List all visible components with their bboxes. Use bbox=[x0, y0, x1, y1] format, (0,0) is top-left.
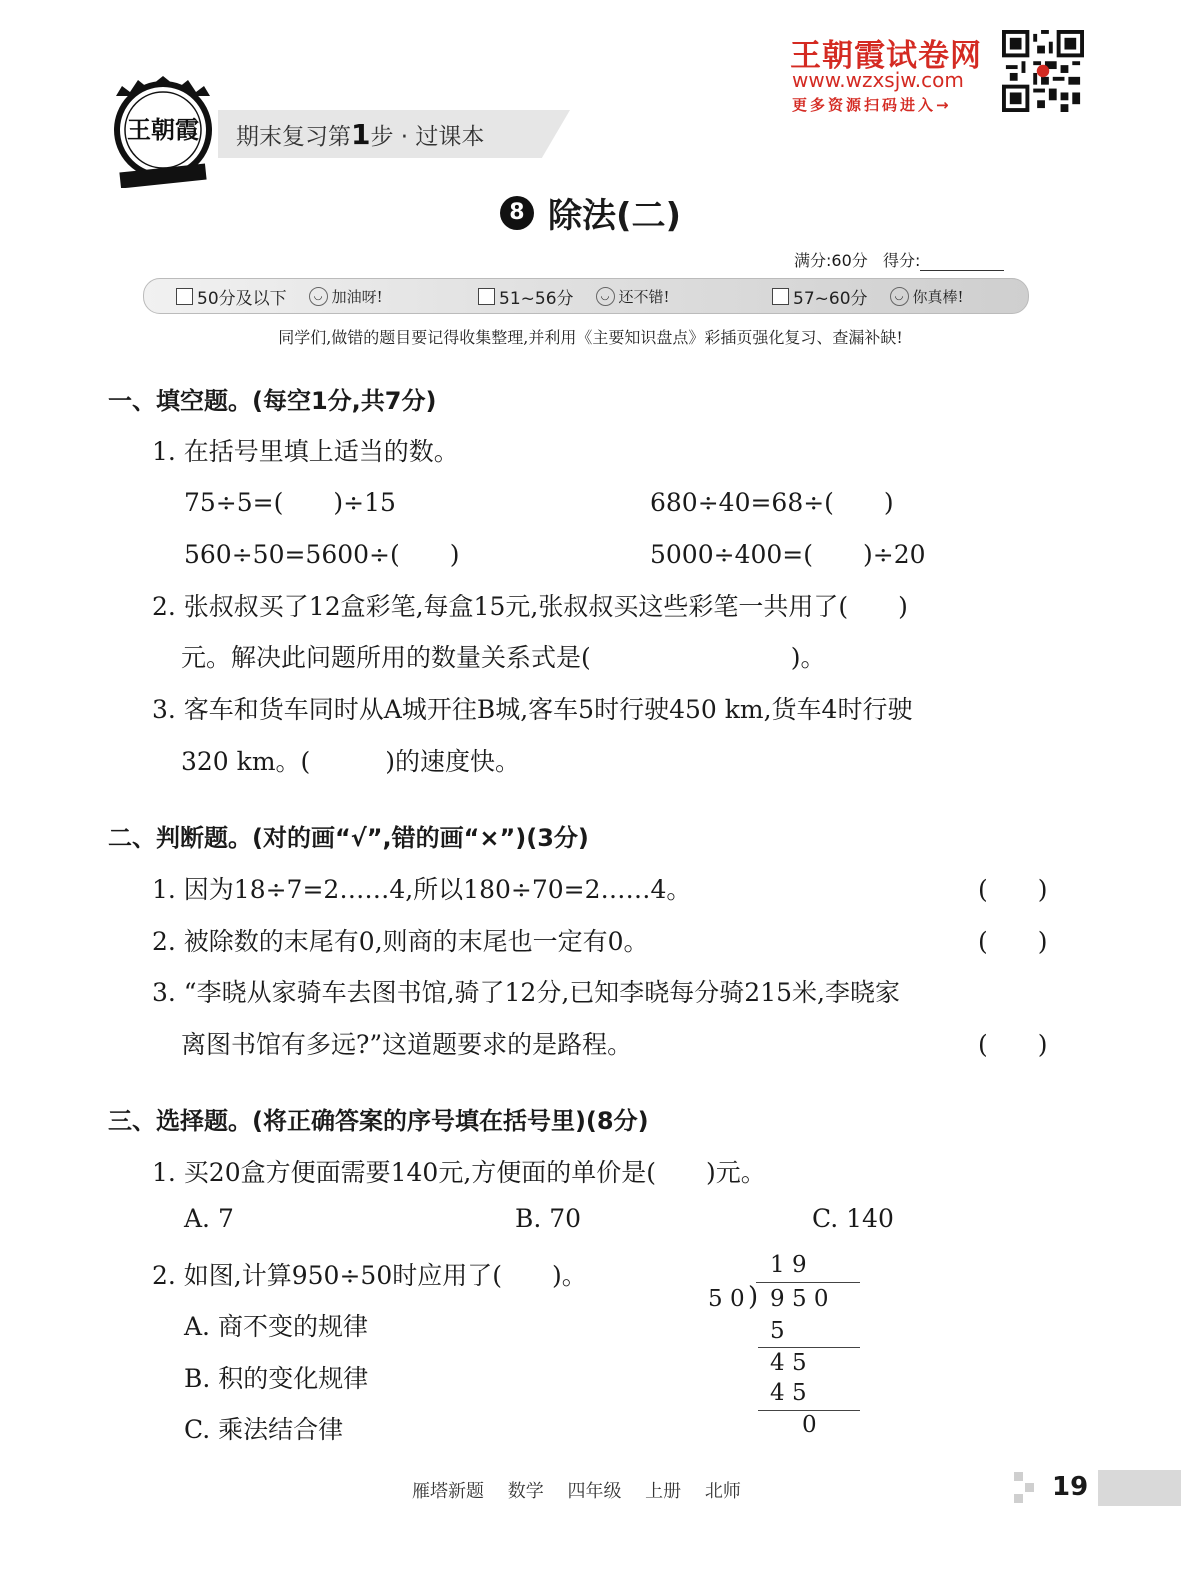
division-step1: 5 bbox=[770, 1318, 785, 1344]
brand-scan-hint: 更多资源扫码进入→ bbox=[792, 96, 952, 114]
s2-q1-answer-blank[interactable]: ( ) bbox=[978, 875, 1048, 904]
face-icon: ◡ bbox=[596, 287, 615, 306]
s3-q1[interactable]: 1. 买20盒方便面需要140元,方便面的单价是( )元。 bbox=[152, 1158, 766, 1187]
division-quotient: 1 9 bbox=[770, 1252, 807, 1278]
division-bar bbox=[756, 1282, 860, 1283]
score-line bbox=[794, 248, 1004, 271]
checkbox-icon[interactable] bbox=[478, 288, 495, 305]
s1-q1: 1. 在括号里填上适当的数。 bbox=[152, 437, 459, 466]
division-divisor: 5 0 bbox=[708, 1286, 745, 1312]
division-bracket: ) bbox=[748, 1282, 759, 1312]
s2-q1: 1. 因为18÷7=2……4,所以180÷70=2……4。 bbox=[152, 875, 692, 904]
s2-q2-answer-blank[interactable]: ( ) bbox=[978, 927, 1048, 956]
qr-code-icon[interactable] bbox=[1002, 30, 1084, 112]
brand-url[interactable]: www.wzxsjw.com bbox=[792, 68, 964, 92]
s3-q2-option-c[interactable]: C. 乘法结合律 bbox=[184, 1415, 344, 1444]
full-score: 满分:60分 bbox=[794, 251, 868, 270]
s3-q2[interactable]: 2. 如图,计算950÷50时应用了( )。 bbox=[152, 1261, 587, 1290]
s3-q2-option-a[interactable]: A. 商不变的规律 bbox=[184, 1312, 368, 1341]
s2-q3-line1: 3. “李晓从家骑车去图书馆,骑了12分,已知李晓每分骑215米,李晓家 bbox=[152, 978, 900, 1007]
s2-q2: 2. 被除数的末尾有0,则商的末尾也一定有0。 bbox=[152, 927, 649, 956]
title-text: 除法(二) bbox=[547, 196, 682, 236]
s1-q2-line2[interactable]: 元。解决此问题所用的数量关系式是( )。 bbox=[181, 643, 826, 672]
brand-name: 王朝霞试卷网 bbox=[790, 38, 982, 74]
s2-q3-line2: 离图书馆有多远?”这道题要求的是路程。 bbox=[181, 1030, 633, 1059]
division-line-2 bbox=[758, 1410, 860, 1411]
page-number: 19 bbox=[1052, 1472, 1089, 1502]
division-step3: 4 5 bbox=[770, 1380, 807, 1406]
grade-range: 50分及以下 bbox=[197, 289, 287, 309]
s3-q1-option-a[interactable]: A. 7 bbox=[184, 1204, 234, 1233]
title-number-badge: 8 bbox=[500, 196, 534, 230]
checkbox-icon[interactable] bbox=[772, 288, 789, 305]
study-note: 同学们,做错的题目要记得收集整理,并利用《主要知识盘点》彩插页强化复习、查漏补缺! bbox=[278, 328, 903, 347]
banner-text: 期末复习第1步 · 过课本 bbox=[236, 118, 485, 151]
footer-text: 雁塔新题 数学 四年级 上册 北师 bbox=[412, 1481, 741, 1502]
logo-name: 王朝霞 bbox=[127, 115, 199, 144]
page-title bbox=[0, 188, 1181, 237]
s3-q1-option-c[interactable]: C. 140 bbox=[812, 1204, 894, 1233]
score-input-blank[interactable] bbox=[920, 256, 1004, 271]
s2-q3-answer-blank[interactable]: ( ) bbox=[978, 1030, 1048, 1059]
s1-q3-line1: 3. 客车和货车同时从A城开往B城,客车5时行驶450 km,货车4时行驶 bbox=[152, 695, 913, 724]
section1-heading: 一、填空题。(每空1分,共7分) bbox=[108, 387, 437, 415]
section3-heading: 三、选择题。(将正确答案的序号填在括号里)(8分) bbox=[108, 1107, 649, 1135]
s1-q3-line2[interactable]: 320 km。( )的速度快。 bbox=[181, 747, 521, 776]
s3-q2-option-b[interactable]: B. 积的变化规律 bbox=[184, 1364, 369, 1393]
grade-range: 51~56分 bbox=[499, 289, 574, 309]
division-remainder: 0 bbox=[802, 1412, 817, 1438]
wangzhaoxia-logo bbox=[108, 68, 218, 188]
face-icon: ◡ bbox=[309, 287, 328, 306]
s1-q1-item-a[interactable]: 75÷5=( )÷15 bbox=[184, 488, 396, 517]
checkbox-icon[interactable] bbox=[176, 288, 193, 305]
grade-message: 还不错! bbox=[618, 288, 670, 306]
s1-q1-item-b[interactable]: 680÷40=68÷( ) bbox=[650, 488, 894, 517]
s1-q1-item-c[interactable]: 560÷50=5600÷( ) bbox=[184, 540, 460, 569]
grade-range: 57~60分 bbox=[793, 289, 868, 309]
division-dividend: 9 5 0 bbox=[770, 1286, 829, 1312]
section2-heading: 二、判断题。(对的画“√”,错的画“×”)(3分) bbox=[108, 824, 589, 852]
s1-q1-item-d[interactable]: 5000÷400=( )÷20 bbox=[650, 540, 926, 569]
grade-message: 你真棒! bbox=[912, 288, 964, 306]
long-division-figure bbox=[698, 1252, 878, 1442]
score-label: 得分: bbox=[883, 251, 921, 270]
grade-message: 加油呀! bbox=[331, 288, 383, 306]
page-number-tab bbox=[1012, 1470, 1181, 1506]
division-step2: 4 5 bbox=[770, 1350, 807, 1376]
face-icon: ◡ bbox=[890, 287, 909, 306]
s3-q1-option-b[interactable]: B. 70 bbox=[515, 1204, 582, 1233]
grade-option-low[interactable] bbox=[176, 284, 383, 309]
grade-option-high[interactable] bbox=[772, 284, 964, 309]
division-line-1 bbox=[758, 1347, 860, 1348]
grade-option-mid[interactable] bbox=[478, 284, 670, 309]
s1-q2-line1[interactable]: 2. 张叔叔买了12盒彩笔,每盒15元,张叔叔买这些彩笔一共用了( ) bbox=[152, 592, 908, 621]
